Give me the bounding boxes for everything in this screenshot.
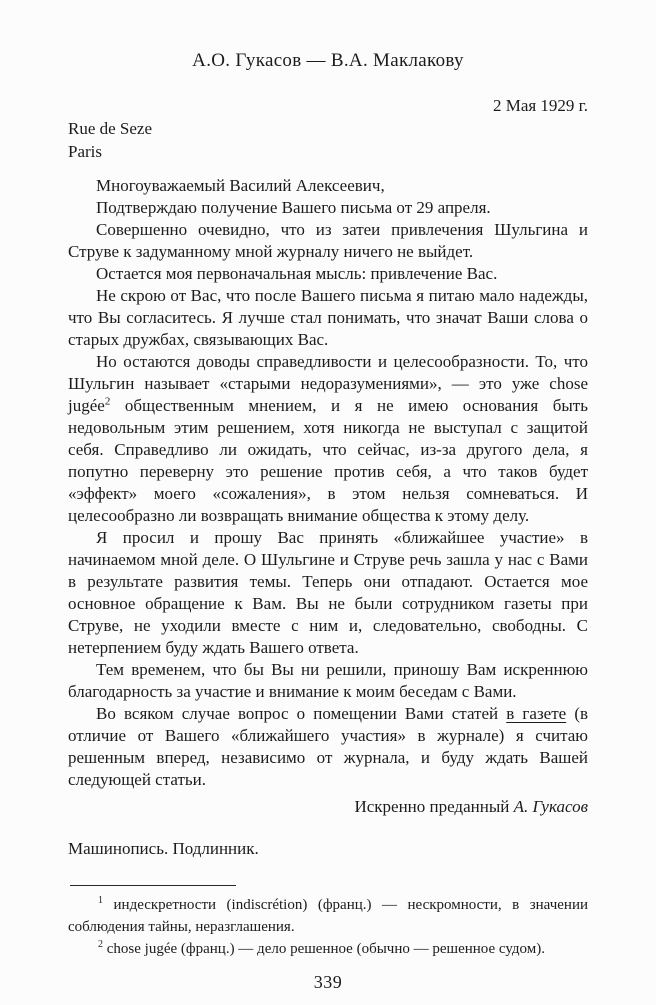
footnotes-section [68, 894, 588, 960]
footnote-2 [68, 938, 588, 960]
footnote-divider [70, 885, 236, 886]
paragraph: Остается моя первоначальная мысль: привлечение Вас. [96, 264, 498, 283]
paragraph: Подтверждаю получение Вашего письма от 29 апреля. [96, 198, 491, 217]
salutation: Многоуважаемый Василий Алексеевич, [96, 176, 385, 195]
paragraph-gazeta [68, 703, 588, 791]
letter-date: 2 Мая 1929 г. [492, 96, 588, 115]
footnote-text: индескретности (indiscrétion) (франц.) — нескромности, в значении соблюдения тайны, неразглашения. [68, 897, 589, 935]
paragraph-chose-jugee [68, 351, 588, 527]
signature-prefix: Искренно преданный [354, 797, 514, 816]
signature-line [68, 797, 588, 817]
underlined-phrase: в газете [506, 704, 567, 723]
footnote-marker: 1 [98, 895, 103, 906]
paragraph: Совершенно очевидно, что из затеи привлечения Шульгина и Струве к задуманному мной журналу ничего не выйдет. [68, 220, 588, 261]
page-content [68, 50, 588, 993]
page-number: 339 [313, 972, 343, 992]
letter-body [68, 175, 588, 791]
paragraph-text: Во всяком случае вопрос о помещении Вами статей [96, 704, 507, 723]
letter-title: А.О. Гукасов — В.А. Маклакову [192, 50, 464, 71]
address-line-1: Rue de Seze [68, 119, 153, 138]
provenance-note: Машинопись. Подлинник. [68, 839, 259, 858]
paragraph-text: Но остаются доводы справедливости и целесообразности. То, что Шульгин называет «старыми недоразумениями», — это уже chose jugée [68, 352, 588, 415]
paragraph: Не скрою от Вас, что после Вашего письма я питаю мало надежды, что Вы согласитесь. Я лучше стал понимать, что значат Ваши слова о старых дружбах, связывающих Вас. [68, 286, 588, 349]
footnote-1 [68, 894, 588, 938]
address-line-2: Paris [68, 142, 102, 161]
paragraph-text: (в отличие от Вашего «ближайшего участия» в журнале) я считаю решенным вперед, независимо от журнала, и буду ждать Вашей следующей статьи. [68, 704, 589, 789]
footnote-text: chose jugée (франц.) — дело решенное (обычно — решенное судом). [106, 941, 545, 957]
paragraph: Я просил и прошу Вас принять «ближайшее участие» в начинаемом мной деле. О Шульгине и Струве речь зашла у нас с Вами в результате развития темы. Теперь они отпадают. Остается мое основное обращение к Вам. Вы не были сотрудником газеты при Струве, не уходили вместе с ним и, следовательно, свободны. С нетерпением буду ждать Вашего ответа. [68, 528, 588, 657]
footnote-reference-2: 2 [104, 395, 111, 408]
sender-address [68, 117, 588, 163]
paragraph-text: общественным мнением, и я не имею основания быть недовольным этим решением, хотя никогда не выступал с защитой себя. Справедливо ли ожидать, что сейчас, из-за другого дела, я попутно переверну это решение против себя, а что таков будет «эффект» моего «сожаления», в этом нельзя сомневаться. И целесообразно ли возвращать внимание общества к этому делу. [68, 396, 588, 525]
footnote-marker: 2 [98, 939, 103, 950]
signature-name: А. Гукасов [513, 797, 588, 816]
paragraph: Тем временем, что бы Вы ни решили, приношу Вам искреннюю благодарность за участие и внимание к моим беседам с Вами. [68, 660, 588, 701]
